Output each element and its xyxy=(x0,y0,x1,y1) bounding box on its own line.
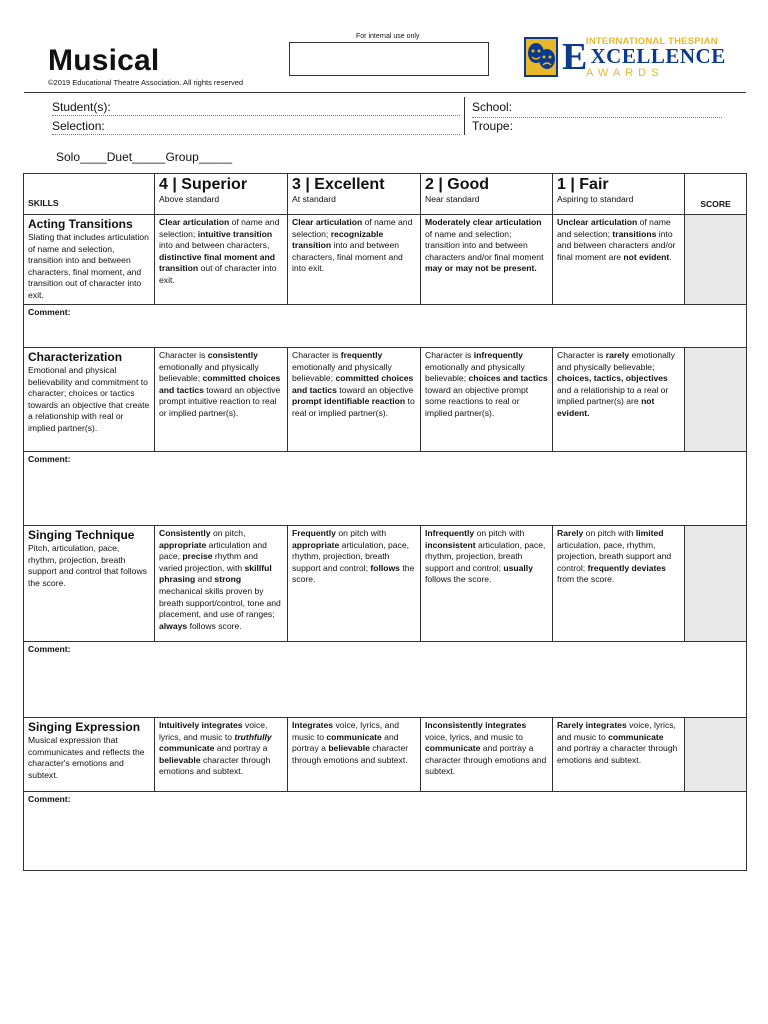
skill-row xyxy=(24,348,747,452)
criteria-text: to real or implied partner(s). xyxy=(292,396,415,418)
level-sub: At standard xyxy=(292,194,336,204)
skill-row xyxy=(24,526,747,642)
criteria-cell-level-3 xyxy=(288,215,421,305)
school-label: School: xyxy=(472,100,513,114)
level-title: 2 | Good xyxy=(425,176,490,193)
duet-label: Duet xyxy=(106,150,133,164)
logo-line2-text: XCELLENCE xyxy=(590,44,726,68)
criteria-text: not evident. xyxy=(557,396,655,418)
comment-box[interactable] xyxy=(24,452,747,526)
score-input-cell[interactable] xyxy=(685,718,747,792)
school-line[interactable] xyxy=(472,117,722,118)
level-sub: Above standard xyxy=(159,194,220,204)
criteria-text: and portray a character through emotions and subtext. xyxy=(557,743,678,765)
criteria-text: frequently deviates xyxy=(587,562,666,573)
comment-box[interactable] xyxy=(24,642,747,718)
criteria-text: may or may not be present. xyxy=(425,263,537,274)
criteria-text: Character is xyxy=(425,350,474,360)
criteria-text: follows the score. xyxy=(425,574,492,585)
criteria-text: Integrates xyxy=(292,720,334,730)
criteria-text: articulation, pace, rhythm, projection, breath support and control; xyxy=(425,539,546,573)
criteria-text: on pitch with xyxy=(474,528,525,538)
criteria-text: appropriate xyxy=(292,539,340,550)
criteria-text: toward an objective prompt some reactions to real or implied partner(s). xyxy=(425,384,529,418)
skills-header: SKILLS xyxy=(24,174,155,215)
criteria-cell-level-1 xyxy=(553,718,685,792)
comment-row xyxy=(24,642,747,718)
criteria-text: prompt identifiable reaction xyxy=(292,396,406,407)
duet-blank[interactable]: _____ xyxy=(132,150,166,164)
criteria-text: Infrequently xyxy=(425,528,475,538)
score-input-cell[interactable] xyxy=(685,215,747,305)
skill-cell xyxy=(24,215,155,305)
skill-name: Singing Expression xyxy=(28,720,141,734)
score-input-cell[interactable] xyxy=(685,348,747,452)
skill-name: Singing Technique xyxy=(28,528,135,542)
criteria-cell-level-1 xyxy=(553,526,685,642)
criteria-text: of name and selection; xyxy=(159,217,280,239)
solo-label: Solo xyxy=(56,150,81,164)
level-title: 1 | Fair xyxy=(557,176,609,193)
score-input-cell[interactable] xyxy=(685,526,747,642)
criteria-text: of name and selection; xyxy=(292,217,413,239)
criteria-cell-level-4 xyxy=(155,718,288,792)
criteria-text: Rarely xyxy=(557,528,584,538)
criteria-text: character through emotions and subtext. xyxy=(159,754,271,777)
criteria-text: Rarely integrates xyxy=(557,720,627,730)
comment-label: Comment: xyxy=(28,644,71,654)
criteria-text: skillful phrasing xyxy=(159,562,272,585)
criteria-text: voice, lyrics, and music to xyxy=(292,720,399,742)
criteria-text: toward an objective xyxy=(336,384,414,395)
logo-big-e: E xyxy=(562,36,588,78)
level-sub: Aspiring to standard xyxy=(557,194,634,204)
criteria-text: follows score. xyxy=(187,620,242,631)
comment-label: Comment: xyxy=(28,794,71,804)
comment-label: Comment: xyxy=(28,454,71,464)
criteria-text: emotionally and physically believable; xyxy=(557,350,675,372)
criteria-text: voice, lyrics, and music to xyxy=(159,720,268,742)
criteria-text: believable xyxy=(159,754,201,765)
criteria-text: Character is xyxy=(159,350,208,360)
criteria-text: Clear articulation xyxy=(159,217,230,227)
comment-box[interactable] xyxy=(24,305,747,348)
skill-cell xyxy=(24,718,155,792)
criteria-cell-level-2 xyxy=(421,215,553,305)
selection-label: Selection: xyxy=(52,119,105,133)
criteria-text: and portray a character through emotions and subtext. xyxy=(425,743,547,777)
criteria-text: of name and selection; xyxy=(557,217,671,239)
criteria-text: and portray a xyxy=(214,743,268,754)
criteria-text: Consistently xyxy=(159,528,211,538)
skill-row xyxy=(24,215,747,305)
criteria-text: consistently xyxy=(207,350,258,360)
criteria-text: into and between characters, final moment and into exit. xyxy=(292,240,403,274)
comment-label: Comment: xyxy=(28,307,71,317)
criteria-text: Moderately clear articulation xyxy=(425,217,542,227)
level-title: 3 | Excellent xyxy=(292,176,385,193)
criteria-cell-level-3 xyxy=(288,526,421,642)
criteria-text: articulation, pace, rhythm, projection, breath support and control; xyxy=(292,539,410,573)
group-blank[interactable]: _____ xyxy=(198,150,233,164)
criteria-text: Character is xyxy=(557,350,606,360)
page-title: Musical xyxy=(48,44,160,77)
criteria-text: Intuitively integrates xyxy=(159,720,243,730)
criteria-text: into and between characters, xyxy=(159,240,270,251)
criteria-text: . xyxy=(669,251,672,262)
header-divider xyxy=(24,92,746,93)
criteria-cell-level-3 xyxy=(288,718,421,792)
criteria-text: of name and selection; transition into and between characters and/or final moment xyxy=(425,228,544,262)
logo-line3: AWARDS xyxy=(586,67,664,79)
criteria-text: communicate xyxy=(425,743,481,754)
criteria-text: on pitch with xyxy=(583,528,636,538)
skill-description: Musical expression that communicates and reflects the character's emotions and subtext. xyxy=(28,735,145,780)
criteria-text: and portray a xyxy=(292,731,399,754)
info-separator xyxy=(464,97,465,135)
criteria-cell-level-2 xyxy=(421,718,553,792)
criteria-text: believable xyxy=(328,743,370,754)
criteria-text: Frequently xyxy=(292,528,336,538)
criteria-text: transitions xyxy=(612,228,657,239)
logo-line1: INTERNATIONAL THESPIAN xyxy=(586,36,718,47)
score-header: SCORE xyxy=(685,174,747,215)
criteria-cell-level-2 xyxy=(421,348,553,452)
rubric-header-row xyxy=(24,174,747,215)
level-title: 4 | Superior xyxy=(159,176,248,193)
criteria-text: from the score. xyxy=(557,574,615,585)
comment-row xyxy=(24,792,747,871)
skill-cell xyxy=(24,526,155,642)
criteria-text: and a relationship to a real or implied partner(s) are xyxy=(557,384,669,407)
comment-box[interactable] xyxy=(24,792,747,871)
troupe-label: Troupe: xyxy=(472,119,513,133)
criteria-text: and xyxy=(195,574,215,585)
skill-description: Emotional and physical believability and commitment to character; choices or tactics towards an objective that create a relationship with real or implied partner(s). xyxy=(28,365,150,433)
criteria-text: limited xyxy=(635,528,664,538)
skill-name: Characterization xyxy=(28,350,123,364)
criteria-text: recognizable transition xyxy=(292,228,384,251)
criteria-text: articulation, pace, rhythm, projection, breath support and control; xyxy=(557,539,672,573)
criteria-text: emotionally and physically believable; xyxy=(425,361,525,384)
solo-blank[interactable]: ____ xyxy=(80,150,107,164)
criteria-text: inconsistent xyxy=(425,539,476,550)
criteria-text: toward an objective prompt intuitive reaction to real or implied partner(s). xyxy=(159,384,281,418)
level-header-1 xyxy=(553,174,685,215)
criteria-text: rhythm and varied projection, with xyxy=(159,551,258,573)
level-header-2 xyxy=(421,174,553,215)
criteria-text: intuitive transition xyxy=(197,228,273,239)
level-header-3 xyxy=(288,174,421,215)
criteria-text: into and between characters and/or final moment are xyxy=(557,228,676,262)
criteria-text: communicate xyxy=(326,731,382,742)
criteria-text: voice, lyrics, and music to xyxy=(425,731,523,742)
criteria-text: infrequently xyxy=(473,350,523,360)
criteria-text: articulation and pace, xyxy=(159,539,267,562)
selection-line[interactable] xyxy=(52,134,460,135)
criteria-text: committed choices and tactics xyxy=(159,373,281,395)
criteria-cell-level-1 xyxy=(553,348,685,452)
criteria-text: out of character into exit. xyxy=(159,263,277,285)
comment-row xyxy=(24,305,747,348)
criteria-text: Character is xyxy=(292,350,341,360)
skill-description: Slating that includes articulation of name and selection, transition into and between characters, final moment, and transition out of character into exit. xyxy=(28,232,149,300)
level-header-4 xyxy=(155,174,288,215)
criteria-text: usually xyxy=(503,562,533,573)
level-sub: Near standard xyxy=(425,194,480,204)
criteria-text: voice, lyrics, and music to xyxy=(557,720,676,742)
criteria-text: strong xyxy=(214,574,242,585)
criteria-cell-level-2 xyxy=(421,526,553,642)
criteria-text: on pitch with xyxy=(335,528,387,538)
criteria-text: truthfully xyxy=(234,731,272,742)
criteria-cell-level-4 xyxy=(155,526,288,642)
criteria-text: emotionally and physically believable; xyxy=(159,361,259,384)
comment-row xyxy=(24,452,747,526)
criteria-cell-level-1 xyxy=(553,215,685,305)
criteria-text: mechanical skills proven by breath support/control, tone and placement, and use of ranges; xyxy=(159,585,281,620)
criteria-text: communicate xyxy=(159,743,215,754)
internal-use-box[interactable] xyxy=(289,42,489,76)
logo-line2 xyxy=(576,44,726,69)
criteria-text: appropriate xyxy=(159,539,207,550)
criteria-text: communicate xyxy=(608,731,664,742)
criteria-text: rarely xyxy=(605,350,630,360)
copyright-text: ©2019 Educational Theatre Association. All rights reserved xyxy=(48,78,244,87)
skill-description: Pitch, articulation, pace, rhythm, projection, breath support and control that follows the score. xyxy=(28,543,147,588)
criteria-text: character through emotions and subtext. xyxy=(292,743,409,765)
criteria-text: emotionally and physically believable; xyxy=(292,361,392,384)
skill-name: Acting Transitions xyxy=(28,217,133,231)
criteria-text: choices, tactics, objectives xyxy=(557,373,668,384)
criteria-text: the score. xyxy=(292,562,415,585)
criteria-text: Inconsistently integrates xyxy=(425,720,527,730)
criteria-cell-level-3 xyxy=(288,348,421,452)
criteria-text: on pitch, xyxy=(210,528,246,538)
rubric-table xyxy=(23,173,747,871)
internal-use-label: For internal use only xyxy=(356,33,420,40)
criteria-text: choices and tactics xyxy=(468,373,548,384)
skill-row xyxy=(24,718,747,792)
criteria-cell-level-4 xyxy=(155,348,288,452)
criteria-text: Unclear articulation xyxy=(557,217,638,227)
criteria-text: distinctive final moment and transition xyxy=(159,251,276,274)
skill-cell xyxy=(24,348,155,452)
criteria-cell-level-4 xyxy=(155,215,288,305)
criteria-text: committed choices and tactics xyxy=(292,373,414,395)
criteria-text: follows xyxy=(370,562,400,573)
criteria-text: frequently xyxy=(340,350,383,360)
students-label: Student(s): xyxy=(52,100,111,114)
entry-type-row xyxy=(56,150,232,164)
criteria-text: always xyxy=(159,620,188,631)
students-line[interactable] xyxy=(52,115,460,116)
criteria-text: not evident xyxy=(623,251,670,262)
criteria-text: precise xyxy=(182,551,213,562)
excellence-awards-logo xyxy=(522,35,736,79)
group-label: Group xyxy=(165,150,199,164)
criteria-text: Clear articulation xyxy=(292,217,363,227)
